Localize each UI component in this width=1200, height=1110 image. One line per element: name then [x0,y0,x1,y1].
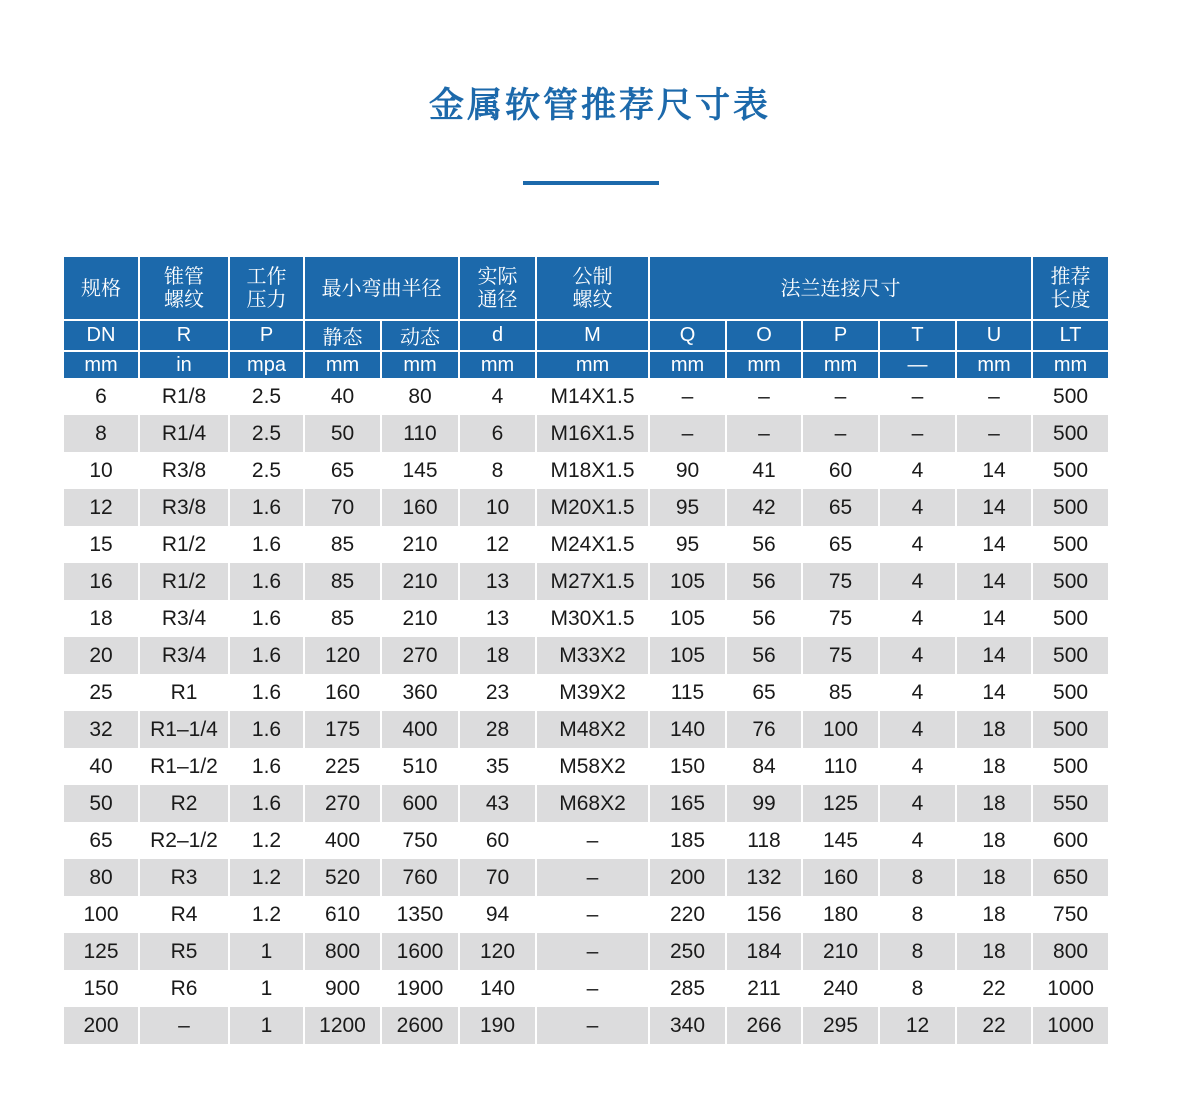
table-cell: 75 [802,600,879,637]
table-cell: 50 [64,785,139,822]
table-cell: 145 [802,822,879,859]
symbol-cell: R [139,320,229,351]
table-row [64,600,1108,637]
table-cell: – [802,415,879,452]
table-cell: 65 [726,674,802,711]
table-cell: M18X1.5 [536,452,649,489]
table-cell: – [956,415,1032,452]
table-cell: 500 [1032,748,1108,785]
table-cell: 4 [879,563,956,600]
unit-cell: mm [304,351,381,378]
table-cell: 12 [64,489,139,526]
table-cell: 1.2 [229,822,304,859]
table-cell: 118 [726,822,802,859]
table-cell: 18 [459,637,536,674]
table-cell: 84 [726,748,802,785]
unit-cell: mm [64,351,139,378]
table-cell: 4 [879,489,956,526]
table-cell: 1.6 [229,600,304,637]
table-row [64,785,1108,822]
title-underline [523,181,659,185]
table-cell: 600 [1032,822,1108,859]
table-cell: 520 [304,859,381,896]
table-cell: 42 [726,489,802,526]
table-cell: 50 [304,415,381,452]
table-cell: 65 [802,526,879,563]
table-cell: 240 [802,970,879,1007]
table-cell: 500 [1032,637,1108,674]
symbol-cell: 静态 [304,320,381,351]
table-row [64,563,1108,600]
table-cell: 800 [1032,933,1108,970]
table-cell: 600 [381,785,459,822]
table-cell: 150 [64,970,139,1007]
table-cell: 14 [956,526,1032,563]
table-cell: 295 [802,1007,879,1044]
table-cell: 500 [1032,415,1108,452]
table-row [64,526,1108,563]
table-cell: M16X1.5 [536,415,649,452]
table-cell: 10 [459,489,536,526]
table-cell: 80 [381,378,459,415]
table-cell: 40 [64,748,139,785]
table-cell: 1.6 [229,489,304,526]
table-cell: 650 [1032,859,1108,896]
table-cell: – [802,378,879,415]
table-cell: 14 [956,563,1032,600]
table-cell: 1000 [1032,970,1108,1007]
table-cell: 95 [649,526,726,563]
table-cell: – [726,378,802,415]
table-cell: 18 [956,933,1032,970]
table-cell: 18 [956,785,1032,822]
unit-cell: mm [802,351,879,378]
table-cell: 500 [1032,711,1108,748]
table-cell: 85 [304,563,381,600]
table-cell: 140 [459,970,536,1007]
table-cell: 1000 [1032,1007,1108,1044]
table-cell: – [879,378,956,415]
table-cell: 160 [802,859,879,896]
table-cell: 18 [956,748,1032,785]
table-cell: 340 [649,1007,726,1044]
table-cell: R2–1/2 [139,822,229,859]
table-cell: R3/4 [139,637,229,674]
table-cell: R1/2 [139,563,229,600]
table-cell: R3/4 [139,600,229,637]
table-row [64,748,1108,785]
table-cell: R1/4 [139,415,229,452]
table-cell: 2.5 [229,378,304,415]
table-cell: 2.5 [229,415,304,452]
table-cell: 115 [649,674,726,711]
table-cell: 1 [229,933,304,970]
table-cell: – [536,822,649,859]
table-cell: 500 [1032,526,1108,563]
symbol-cell: d [459,320,536,351]
table-cell: 125 [64,933,139,970]
table-cell: 1.6 [229,637,304,674]
table-cell: M48X2 [536,711,649,748]
table-cell: 250 [649,933,726,970]
table-cell: 900 [304,970,381,1007]
table-cell: 18 [956,822,1032,859]
table-cell: 85 [802,674,879,711]
table-cell: 285 [649,970,726,1007]
table-cell: 94 [459,896,536,933]
table-cell: 70 [304,489,381,526]
table-cell: 1.2 [229,859,304,896]
table-cell: 120 [459,933,536,970]
table-cell: 8 [459,452,536,489]
table-cell: 120 [304,637,381,674]
table-cell: 14 [956,600,1032,637]
table-cell: R1–1/4 [139,711,229,748]
unit-cell: mm [956,351,1032,378]
table-cell: 4 [879,748,956,785]
table-cell: 150 [649,748,726,785]
table-cell: R4 [139,896,229,933]
table-cell: R1/2 [139,526,229,563]
table-cell: 266 [726,1007,802,1044]
table-row [64,822,1108,859]
table-cell: 210 [381,526,459,563]
table-cell: 75 [802,637,879,674]
table-row [64,970,1108,1007]
table-cell: 95 [649,489,726,526]
table-cell: 225 [304,748,381,785]
table-cell: 4 [459,378,536,415]
table-cell: 190 [459,1007,536,1044]
table-cell: 22 [956,1007,1032,1044]
table-cell: 6 [64,378,139,415]
table-cell: 105 [649,600,726,637]
table-cell: 4 [879,711,956,748]
table-cell: 500 [1032,489,1108,526]
symbol-cell: P [802,320,879,351]
table-cell: 35 [459,748,536,785]
table-cell: – [726,415,802,452]
table-cell: 1 [229,1007,304,1044]
unit-cell: mm [726,351,802,378]
table-cell: 211 [726,970,802,1007]
unit-cell: mm [381,351,459,378]
table-cell: 14 [956,637,1032,674]
header-recommended-length: 推荐 长度 [1032,257,1108,320]
table-cell: 1.6 [229,526,304,563]
table-cell: M20X1.5 [536,489,649,526]
symbol-cell: P [229,320,304,351]
symbol-cell: 动态 [381,320,459,351]
table-cell: 1350 [381,896,459,933]
table-cell: – [879,415,956,452]
table-cell: – [536,896,649,933]
table-cell: 4 [879,637,956,674]
table-cell: R5 [139,933,229,970]
table-cell: 85 [304,526,381,563]
table-cell: 165 [649,785,726,822]
table-cell: 200 [649,859,726,896]
table-row [64,896,1108,933]
table-cell: 65 [64,822,139,859]
unit-cell: mpa [229,351,304,378]
unit-cell: mm [536,351,649,378]
table-cell: 10 [64,452,139,489]
table-cell: 18 [956,896,1032,933]
table-cell: 12 [459,526,536,563]
table-cell: 13 [459,600,536,637]
table-cell: 70 [459,859,536,896]
table-cell: M27X1.5 [536,563,649,600]
table-cell: 65 [304,452,381,489]
table-cell: R6 [139,970,229,1007]
table-cell: 18 [956,711,1032,748]
table-cell: – [536,859,649,896]
table-cell: 1200 [304,1007,381,1044]
table-cell: 220 [649,896,726,933]
header-flange-dimensions: 法兰连接尺寸 [649,257,1032,320]
table-cell: 184 [726,933,802,970]
unit-cell: mm [459,351,536,378]
header-row-symbols [64,320,1108,351]
table-cell: 13 [459,563,536,600]
table-cell: 1.6 [229,785,304,822]
unit-cell: mm [649,351,726,378]
table-cell: 60 [459,822,536,859]
table-cell: – [956,378,1032,415]
table-cell: 76 [726,711,802,748]
symbol-cell: LT [1032,320,1108,351]
symbol-cell: O [726,320,802,351]
table-cell: 40 [304,378,381,415]
table-cell: 110 [381,415,459,452]
table-cell: 500 [1032,452,1108,489]
table-cell: 1600 [381,933,459,970]
header-row-titles [64,257,1108,320]
table-cell: 90 [649,452,726,489]
table-cell: R3/8 [139,452,229,489]
table-cell: 510 [381,748,459,785]
table-cell: 400 [381,711,459,748]
table-cell: 270 [304,785,381,822]
table-cell: 16 [64,563,139,600]
header-metric-thread: 公制 螺纹 [536,257,649,320]
table-cell: 200 [64,1007,139,1044]
table-cell: 56 [726,637,802,674]
table-cell: – [536,933,649,970]
table-row [64,674,1108,711]
symbol-cell: U [956,320,1032,351]
table-cell: – [139,1007,229,1044]
header-cone-thread: 锥管 螺纹 [139,257,229,320]
table-cell: 56 [726,526,802,563]
table-cell: 500 [1032,563,1108,600]
table-cell: 210 [381,600,459,637]
table-cell: 500 [1032,674,1108,711]
table-cell: 132 [726,859,802,896]
table-row [64,489,1108,526]
table-cell: 1 [229,970,304,1007]
table-cell: 160 [381,489,459,526]
table-cell: 2600 [381,1007,459,1044]
unit-cell: — [879,351,956,378]
table-cell: 110 [802,748,879,785]
header-actual-bore: 实际 通径 [459,257,536,320]
table-cell: 14 [956,489,1032,526]
table-cell: 43 [459,785,536,822]
table-cell: 28 [459,711,536,748]
table-row [64,452,1108,489]
table-cell: 4 [879,600,956,637]
table-cell: 18 [956,859,1032,896]
table-cell: 610 [304,896,381,933]
table-cell: 1.6 [229,563,304,600]
table-cell: M30X1.5 [536,600,649,637]
table-cell: – [649,378,726,415]
table-cell: 800 [304,933,381,970]
table-row [64,415,1108,452]
table-cell: 22 [956,970,1032,1007]
table-cell: 32 [64,711,139,748]
table-cell: 1900 [381,970,459,1007]
table-row [64,637,1108,674]
table-cell: 56 [726,563,802,600]
table-cell: 4 [879,785,956,822]
table-cell: 65 [802,489,879,526]
table-cell: R3 [139,859,229,896]
table-cell: 550 [1032,785,1108,822]
table-cell: M14X1.5 [536,378,649,415]
table-cell: 156 [726,896,802,933]
unit-cell: in [139,351,229,378]
table-cell: 1.2 [229,896,304,933]
unit-cell: mm [1032,351,1108,378]
table-cell: 1.6 [229,748,304,785]
table-cell: R1 [139,674,229,711]
table-cell: 8 [879,970,956,1007]
table-cell: 14 [956,674,1032,711]
table-cell: M24X1.5 [536,526,649,563]
table-cell: 4 [879,822,956,859]
header-min-bend-radius: 最小弯曲半径 [304,257,459,320]
table-row [64,859,1108,896]
table-cell: 760 [381,859,459,896]
table-cell: 100 [802,711,879,748]
table-cell: 8 [879,933,956,970]
page-title: 金属软管推荐尺寸表 [428,86,771,126]
table-cell: 180 [802,896,879,933]
table-cell: M39X2 [536,674,649,711]
table-cell: 14 [956,452,1032,489]
table-cell: 99 [726,785,802,822]
table-row [64,711,1108,748]
table-cell: 8 [879,896,956,933]
table-cell: 360 [381,674,459,711]
table-cell: 15 [64,526,139,563]
table-cell: R3/8 [139,489,229,526]
table-cell: M68X2 [536,785,649,822]
table-cell: R1–1/2 [139,748,229,785]
symbol-cell: T [879,320,956,351]
table-cell: 20 [64,637,139,674]
table-cell: 270 [381,637,459,674]
table-cell: 4 [879,452,956,489]
hose-size-table [64,257,1108,1044]
table-row [64,1007,1108,1044]
table-cell: 2.5 [229,452,304,489]
table-cell: 145 [381,452,459,489]
table-cell: 80 [64,859,139,896]
table-cell: 750 [381,822,459,859]
table-cell: 23 [459,674,536,711]
header-spec: 规格 [64,257,139,320]
symbol-cell: DN [64,320,139,351]
table-cell: R1/8 [139,378,229,415]
table-cell: 56 [726,600,802,637]
table-cell: M33X2 [536,637,649,674]
table-row [64,933,1108,970]
table-cell: R2 [139,785,229,822]
table-cell: – [649,415,726,452]
table-cell: 500 [1032,378,1108,415]
table-cell: 18 [64,600,139,637]
symbol-cell: M [536,320,649,351]
table-cell: 4 [879,674,956,711]
table-cell: 41 [726,452,802,489]
table-body [64,378,1108,1044]
table-cell: 105 [649,637,726,674]
table-cell: 185 [649,822,726,859]
table-cell: – [536,1007,649,1044]
table-cell: 210 [802,933,879,970]
table-cell: 105 [649,563,726,600]
table-cell: 60 [802,452,879,489]
table-cell: 140 [649,711,726,748]
table-cell: 4 [879,526,956,563]
table-cell: 85 [304,600,381,637]
table-cell: 100 [64,896,139,933]
table-cell: 210 [381,563,459,600]
table-cell: 500 [1032,600,1108,637]
table-cell: 1.6 [229,674,304,711]
header-row-units [64,351,1108,378]
table-cell: 8 [879,859,956,896]
header-work-pressure: 工作 压力 [229,257,304,320]
table-cell: 6 [459,415,536,452]
table-cell: 175 [304,711,381,748]
table-cell: 750 [1032,896,1108,933]
table-cell: 12 [879,1007,956,1044]
table-cell: 125 [802,785,879,822]
table-cell: 25 [64,674,139,711]
table-cell: 75 [802,563,879,600]
symbol-cell: Q [649,320,726,351]
table-cell: 8 [64,415,139,452]
table-row [64,378,1108,415]
table-cell: 160 [304,674,381,711]
table-cell: – [536,970,649,1007]
table-cell: 400 [304,822,381,859]
table-cell: 1.6 [229,711,304,748]
table-cell: M58X2 [536,748,649,785]
